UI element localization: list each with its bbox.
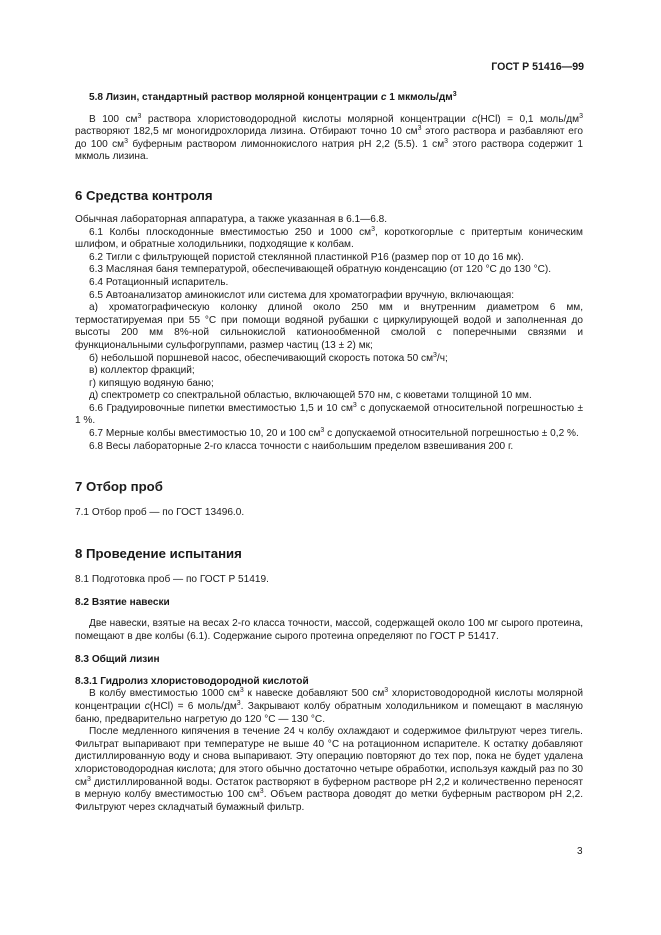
s8-3-title: 8.3 Общий лизин <box>75 654 160 666</box>
s8-item-8-1: 8.1 Подготовка проб — по ГОСТ Р 51419. <box>75 573 269 585</box>
s6-item-6-5: 6.5 Автоанализатор аминокислот или система для хроматографии вручную, включающая: <box>89 289 515 301</box>
s8-2-title: 8.2 Взятие навески <box>75 597 170 609</box>
page-content <box>75 92 583 814</box>
s8-3-1-title: 8.3.1 Гидролиз хлористоводородной кислотой <box>75 675 309 687</box>
page-number: 3 <box>577 846 583 857</box>
s6-item-6-6: 6.6 Градуировочные пипетки вместимостью 1,5 и 10 $см^3$ с допускаемой относительной погрешностью ± 1 %. <box>75 401 583 427</box>
section-8-heading: 8 Проведение испытания <box>75 545 242 561</box>
section-5-8-title: 5.8 Лизин, стандартный раствор молярной концентрации c 1 мкмоль/$дм^3$ <box>89 91 457 103</box>
s6-item-a: а) хроматографическую колонку длиной около 250 мм и внутренним диаметром 6 мм, термостатируемая при 55 °C при помощи водяной рубашки с циркулирующей водой и заполненная до высоты 200 мм 8%-ной сильнокислой катионообменной смолой с поперечными связями и функциональными сульфогруппами, размер частиц (13 ± 2) мк; <box>75 302 583 351</box>
s6-item-6-1: 6.1 Колбы плоскодонные вместимостью 250 и 1000 $см^3$, короткогорлые с притертым коническим шлифом, и обратные холодильники, подходящие к колбам. <box>75 225 583 251</box>
s6-line-intro: Обычная лабораторная аппаратура, а также указанная в 6.1—6.8. <box>75 213 388 225</box>
s8-3-1-para-1: В колбу вместимостью 1000 $см^3$ к навеске добавляют 500 $см^3$ хлористоводородной кислоты молярной концентрации c(HCl) = 6 моль/$дм^3$. Закрывают колбу обратным холодильником и помещают в масляную баню, предварительно нагретую до 120 °C — 130 °C. <box>75 687 583 725</box>
s7-item-7-1: 7.1 Отбор проб — по ГОСТ 13496.0. <box>75 507 245 519</box>
section-5-8-text: В 100 $см^3$ раствора хлористоводородной кислоты молярной концентрации c(HCl) = 0,1 моль/$дм^3$ растворяют 182,5 мг моногидрохлорида лизина. Отбирают точно 10 $см^3$ этого раствора и разбавляют его до 100 $см^3$ буферным раствором лимоннокислого натрия pH 2,2 (5.5). 1 $см^3$ этого раствора содержит 1 мкмоль лизина. <box>75 112 583 163</box>
section-7-heading: 7 Отбор проб <box>75 479 163 495</box>
s6-item-v: в) коллектор фракций; <box>89 365 195 377</box>
s6-item-6-3: 6.3 Масляная баня температурой, обеспечивающей обратную конденсацию (от 120 °C до 130 °C). <box>89 264 552 276</box>
s6-item-d: д) спектрометр со спектральной областью, включающей 570 нм, с кюветами толщиной 10 мм. <box>89 390 532 402</box>
s6-item-6-2: 6.2 Тигли с фильтрующей пористой стеклянной пластинкой P16 (размер пор от 10 до 16 мк). <box>89 251 524 263</box>
s6-item-b: б) небольшой поршневой насос, обеспечивающий скорость потока 50 $см^3/ч$; <box>89 351 448 364</box>
s6-item-6-8: 6.8 Весы лабораторные 2-го класса точности с наибольшим пределом взвешивания 200 г. <box>89 440 514 452</box>
s6-item-6-4: 6.4 Ротационный испаритель. <box>89 276 229 288</box>
s6-item-g: г) кипящую водяную баню; <box>89 377 214 389</box>
s8-3-1-para-2: После медленного кипячения в течение 24 ч колбу охлаждают и содержимое фильтруют через тигель. Фильтрат выпаривают при температуре не выше 40 °C на ротационном испарителе. К остатку добавляют дистиллированную воду и снова выпаривают. Эту операцию повторяют до тех пор, пока не будет удалена хлористоводородная кислота; для этого обычно достаточно четыре обработки, используя каждый раз по 30 $см^3$ дистиллированной воды. Остаток растворяют в буферном растворе pH 2,2 и количественно переносят в мерную колбу вместимостью 100 $см^3$. Объем раствора доводят до метки буферным раствором pH 2,2. Фильтруют через складчатый бумажный фильтр. <box>75 726 583 813</box>
section-6-heading: 6 Средства контроля <box>75 187 213 203</box>
s8-2-text: Две навески, взятые на весах 2-го класса точности, массой, содержащей около 100 мг сырого протеина, помещают в две колбы (6.1). Содержание сырого протеина определяют по ГОСТ Р 51417. <box>75 618 583 642</box>
s6-item-6-7: 6.7 Мерные колбы вместимостью 10, 20 и 100 $см^3$ с допускаемой относительной погрешностью ± 0,2 %. <box>89 427 579 440</box>
document-code: ГОСТ Р 51416—99 <box>491 61 584 73</box>
